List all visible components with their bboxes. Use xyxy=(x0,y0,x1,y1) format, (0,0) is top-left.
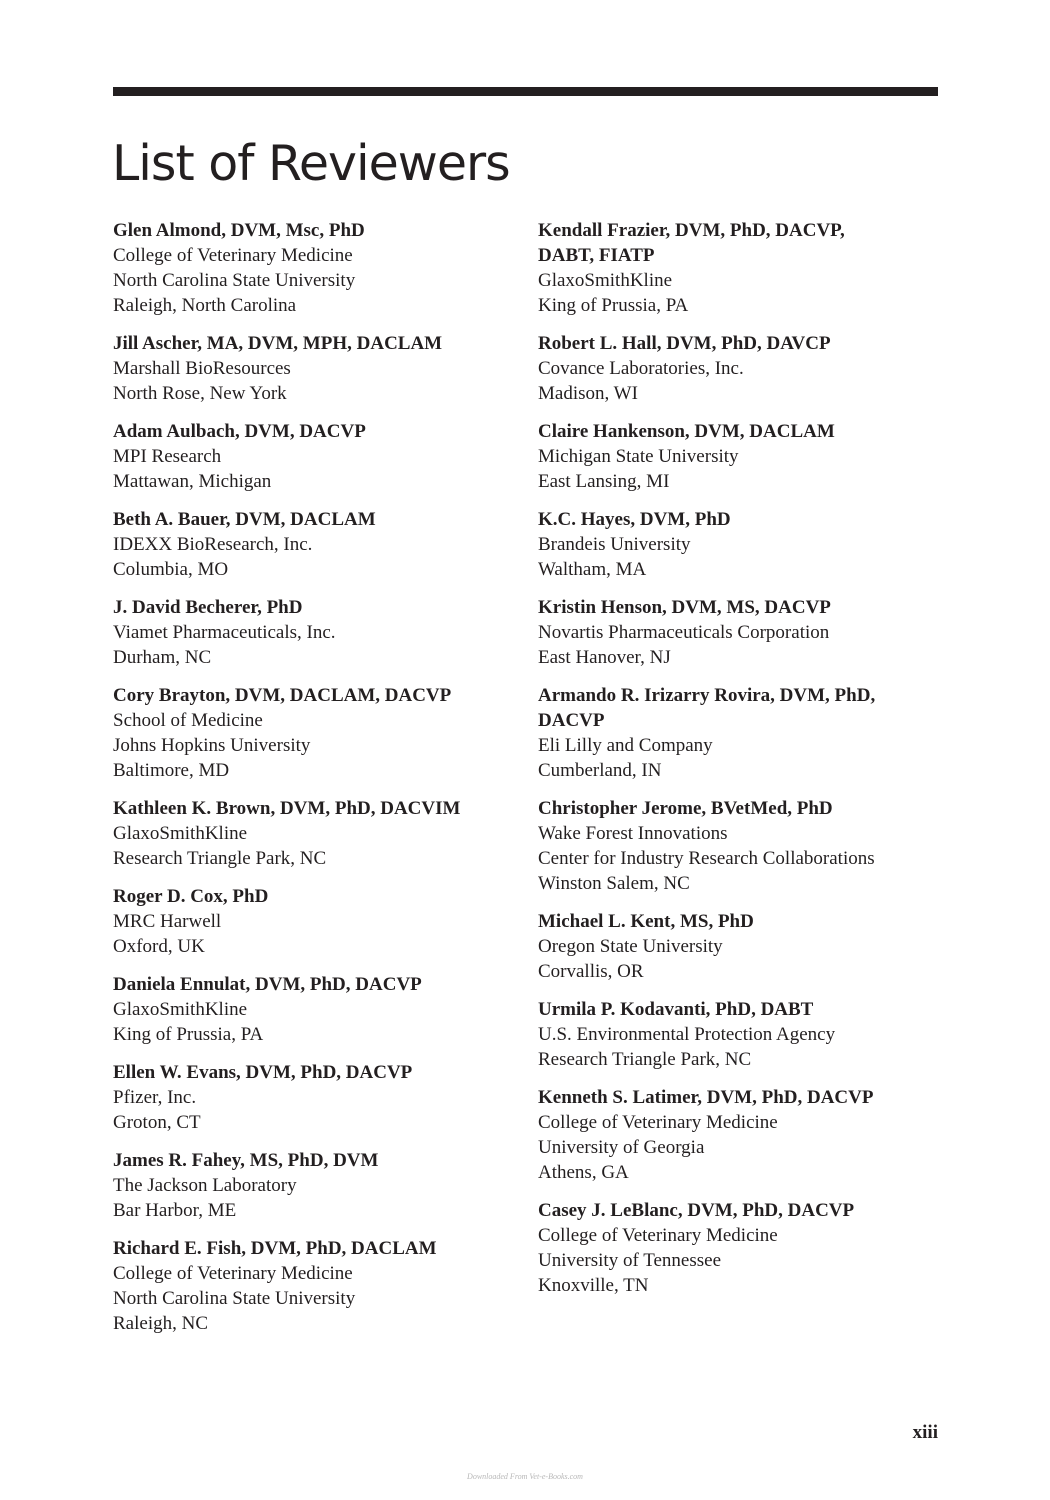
reviewer-entry xyxy=(113,1060,513,1135)
reviewer-entry xyxy=(538,683,938,783)
reviewer-name: J. David Becherer, PhD xyxy=(113,597,303,618)
reviewer-name: Beth A. Bauer, DVM, DACLAM xyxy=(113,509,376,530)
reviewer-affiliation-line: North Rose, New York xyxy=(113,383,287,404)
reviewer-name: K.C. Hayes, DVM, PhD xyxy=(538,509,731,530)
reviewer-affiliation-line: Pfizer, Inc. xyxy=(113,1087,197,1108)
reviewer-name: Urmila P. Kodavanti, PhD, DABT xyxy=(538,999,814,1020)
reviewer-name: Robert L. Hall, DVM, PhD, DAVCP xyxy=(538,333,831,354)
reviewer-name: James R. Fahey, MS, PhD, DVM xyxy=(113,1150,379,1171)
reviewer-entry xyxy=(538,909,938,984)
reviewer-affiliation-line: Winston Salem, NC xyxy=(538,873,690,894)
reviewer-name: Kendall Frazier, DVM, PhD, DACVP, DABT, FIATP xyxy=(538,220,845,266)
reviewer-affiliation-line: The Jackson Laboratory xyxy=(113,1175,297,1196)
reviewer-entry xyxy=(538,997,938,1072)
watermark: Downloaded From Vet-e-Books.com xyxy=(467,1472,583,1481)
reviewer-affiliation-line: Viamet Pharmaceuticals, Inc. xyxy=(113,622,336,643)
reviewer-affiliation-line: East Lansing, MI xyxy=(538,471,670,492)
reviewer-affiliation-line: College of Veterinary Medicine xyxy=(538,1112,778,1133)
reviewer-name: Cory Brayton, DVM, DACLAM, DACVP xyxy=(113,685,452,706)
reviewer-affiliation-line: Columbia, MO xyxy=(113,559,229,580)
reviewers-right-column xyxy=(538,218,938,1311)
reviewer-affiliation-line: Athens, GA xyxy=(538,1162,629,1183)
reviewer-name: Casey J. LeBlanc, DVM, PhD, DACVP xyxy=(538,1200,855,1221)
reviewer-affiliation-line: Center for Industry Research Collaborations xyxy=(538,848,875,869)
reviewer-entry xyxy=(113,507,513,582)
reviewer-entry xyxy=(538,218,938,318)
reviewer-affiliation-line: North Carolina State University xyxy=(113,270,356,291)
reviewer-name: Daniela Ennulat, DVM, PhD, DACVP xyxy=(113,974,422,995)
reviewer-entry xyxy=(538,1198,938,1298)
reviewer-affiliation-line: Waltham, MA xyxy=(538,559,647,580)
reviewer-affiliation-line: King of Prussia, PA xyxy=(538,295,689,316)
reviewer-affiliation-line: Raleigh, NC xyxy=(113,1313,208,1334)
reviewer-name: Kathleen K. Brown, DVM, PhD, DACVIM xyxy=(113,798,461,819)
reviewer-affiliation-line: Oxford, UK xyxy=(113,936,205,957)
reviewer-entry xyxy=(113,683,513,783)
reviewer-affiliation-line: North Carolina State University xyxy=(113,1288,356,1309)
reviewer-name: Armando R. Irizarry Rovira, DVM, PhD, DACVP xyxy=(538,685,876,731)
reviewer-entry xyxy=(113,331,513,406)
reviewer-entry xyxy=(113,1148,513,1223)
reviewer-affiliation-line: Novartis Pharmaceuticals Corporation xyxy=(538,622,830,643)
reviewers-left-column xyxy=(113,218,513,1349)
reviewer-affiliation-line: College of Veterinary Medicine xyxy=(113,1263,353,1284)
reviewer-entry xyxy=(113,884,513,959)
reviewer-affiliation-line: Oregon State University xyxy=(538,936,723,957)
reviewer-affiliation-line: IDEXX BioResearch, Inc. xyxy=(113,534,313,555)
reviewer-affiliation-line: U.S. Environmental Protection Agency xyxy=(538,1024,836,1045)
reviewer-affiliation-line: Baltimore, MD xyxy=(113,760,230,781)
reviewer-affiliation-line: Johns Hopkins University xyxy=(113,735,311,756)
reviewer-entry xyxy=(538,419,938,494)
reviewer-affiliation-line: Durham, NC xyxy=(113,647,212,668)
reviewer-name: Richard E. Fish, DVM, PhD, DACLAM xyxy=(113,1238,437,1259)
reviewer-affiliation-line: College of Veterinary Medicine xyxy=(538,1225,778,1246)
reviewer-affiliation-line: Mattawan, Michigan xyxy=(113,471,272,492)
reviewer-affiliation-line: Eli Lilly and Company xyxy=(538,735,713,756)
reviewer-affiliation-line: Marshall BioResources xyxy=(113,358,291,379)
page-title: List of Reviewers xyxy=(112,135,510,192)
reviewer-affiliation-line: University of Georgia xyxy=(538,1137,705,1158)
reviewer-entry xyxy=(538,1085,938,1185)
reviewer-affiliation-line: Bar Harbor, ME xyxy=(113,1200,237,1221)
reviewer-entry xyxy=(538,796,938,896)
reviewer-affiliation-line: Corvallis, OR xyxy=(538,961,644,982)
top-rule xyxy=(113,87,938,96)
reviewer-affiliation-line: Knoxville, TN xyxy=(538,1275,649,1296)
reviewer-entry xyxy=(538,595,938,670)
reviewer-affiliation-line: Wake Forest Innovations xyxy=(538,823,728,844)
reviewer-entry xyxy=(113,796,513,871)
reviewer-name: Christopher Jerome, BVetMed, PhD xyxy=(538,798,833,819)
reviewer-affiliation-line: GlaxoSmithKline xyxy=(538,270,673,291)
reviewer-affiliation-line: Madison, WI xyxy=(538,383,638,404)
reviewer-affiliation-line: East Hanover, NJ xyxy=(538,647,671,668)
reviewer-affiliation-line: Covance Laboratories, Inc. xyxy=(538,358,744,379)
reviewer-name: Jill Ascher, MA, DVM, MPH, DACLAM xyxy=(113,333,443,354)
reviewer-affiliation-line: Research Triangle Park, NC xyxy=(538,1049,752,1070)
reviewer-name: Ellen W. Evans, DVM, PhD, DACVP xyxy=(113,1062,413,1083)
reviewer-entry xyxy=(113,972,513,1047)
reviewer-affiliation-line: GlaxoSmithKline xyxy=(113,823,248,844)
reviewer-affiliation-line: Research Triangle Park, NC xyxy=(113,848,327,869)
reviewer-name: Michael L. Kent, MS, PhD xyxy=(538,911,754,932)
reviewer-entry xyxy=(113,218,513,318)
reviewer-name: Adam Aulbach, DVM, DACVP xyxy=(113,421,366,442)
reviewer-affiliation-line: Cumberland, IN xyxy=(538,760,662,781)
reviewer-name: Kristin Henson, DVM, MS, DACVP xyxy=(538,597,831,618)
reviewer-affiliation-line: College of Veterinary Medicine xyxy=(113,245,353,266)
reviewer-name: Glen Almond, DVM, Msc, PhD xyxy=(113,220,365,241)
reviewer-name: Kenneth S. Latimer, DVM, PhD, DACVP xyxy=(538,1087,874,1108)
reviewer-name: Roger D. Cox, PhD xyxy=(113,886,269,907)
reviewer-affiliation-line: School of Medicine xyxy=(113,710,263,731)
reviewer-entry xyxy=(113,595,513,670)
reviewer-affiliation-line: Groton, CT xyxy=(113,1112,201,1133)
reviewer-entry xyxy=(538,507,938,582)
reviewer-affiliation-line: Brandeis University xyxy=(538,534,691,555)
reviewer-affiliation-line: Michigan State University xyxy=(538,446,739,467)
reviewer-affiliation-line: King of Prussia, PA xyxy=(113,1024,264,1045)
reviewer-affiliation-line: GlaxoSmithKline xyxy=(113,999,248,1020)
reviewer-entry xyxy=(113,419,513,494)
reviewer-affiliation-line: MPI Research xyxy=(113,446,222,467)
reviewer-entry xyxy=(113,1236,513,1336)
reviewer-affiliation-line: MRC Harwell xyxy=(113,911,222,932)
reviewer-entry xyxy=(538,331,938,406)
reviewer-name: Claire Hankenson, DVM, DACLAM xyxy=(538,421,835,442)
reviewer-affiliation-line: University of Tennessee xyxy=(538,1250,721,1271)
page-number: xiii xyxy=(912,1422,938,1443)
reviewer-affiliation-line: Raleigh, North Carolina xyxy=(113,295,297,316)
